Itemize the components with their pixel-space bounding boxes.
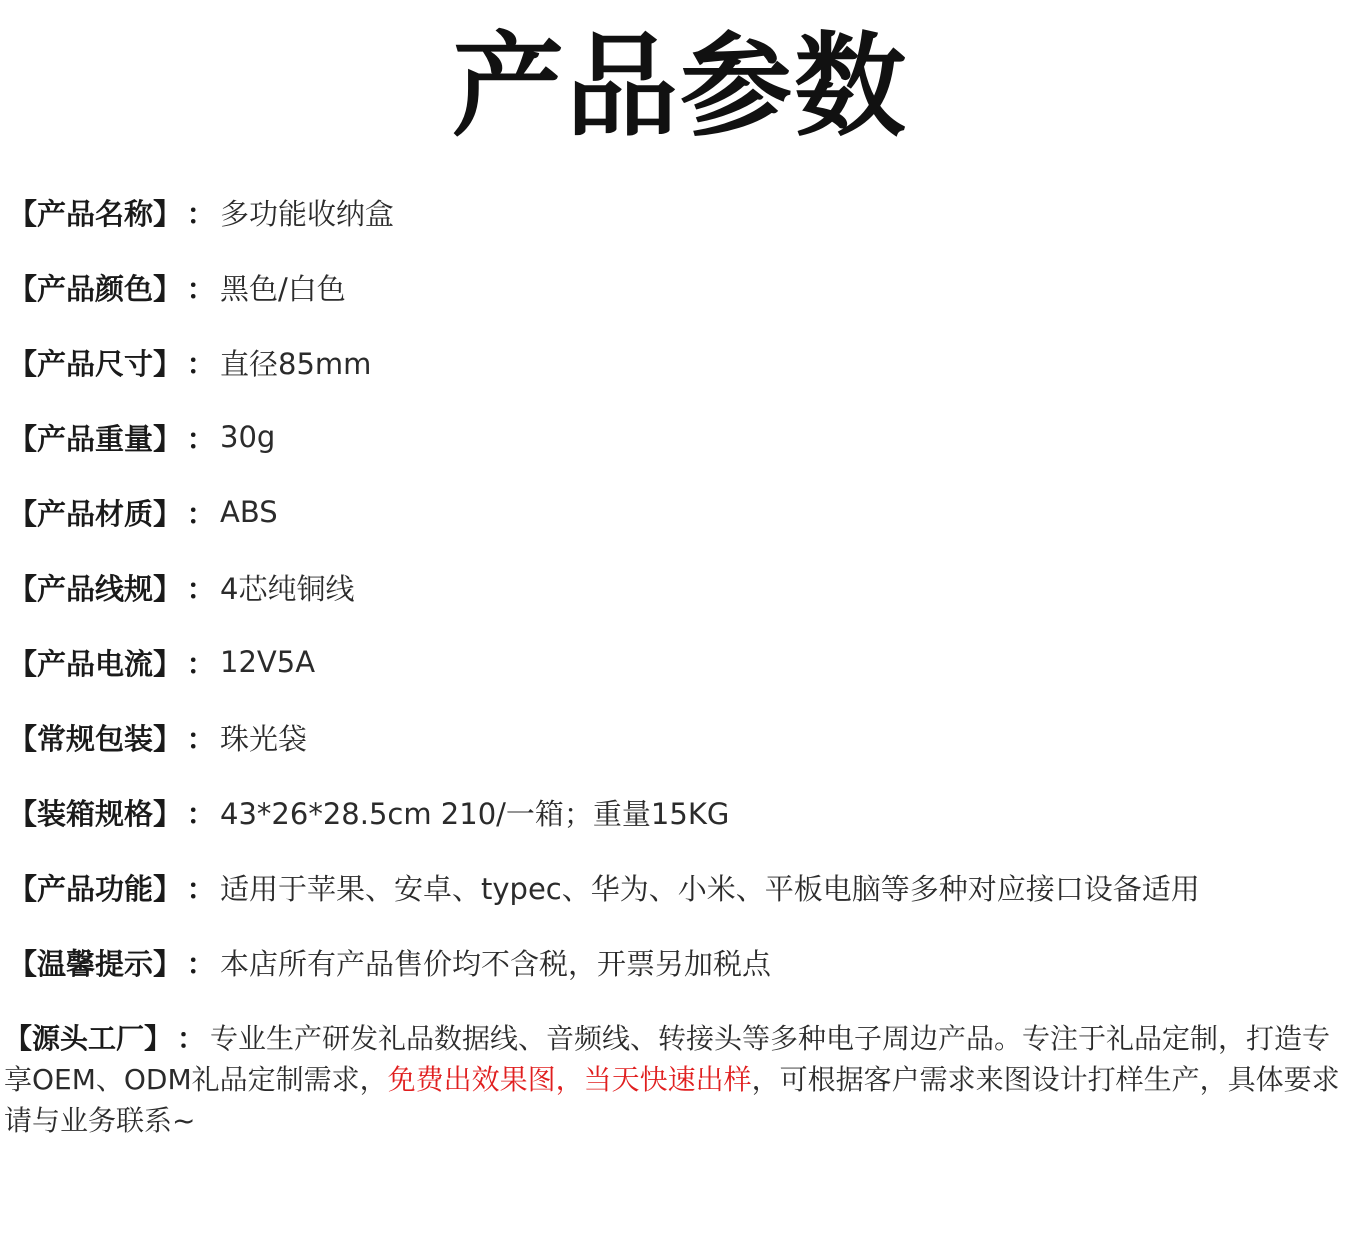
- spec-colon: ：: [186, 721, 216, 756]
- spec-value: 12V5A: [220, 645, 316, 679]
- spec-label: 【产品功能】: [8, 871, 183, 906]
- spec-colon: ：: [186, 196, 216, 231]
- spec-value: 直径85mm: [220, 346, 372, 381]
- spec-label: 【产品尺寸】: [8, 346, 183, 381]
- spec-label: 【源头工厂】: [4, 1022, 173, 1055]
- spec-row-size: [8, 342, 371, 382]
- spec-colon: ：: [186, 496, 216, 531]
- spec-row-packaging: [8, 717, 307, 757]
- spec-label: 【装箱规格】: [8, 796, 183, 831]
- spec-label: 【产品电流】: [8, 646, 183, 681]
- spec-value: 多功能收纳盒: [220, 196, 395, 231]
- spec-row-carton: [8, 792, 729, 832]
- spec-row-notice: [8, 942, 771, 982]
- spec-row-current: [8, 642, 315, 682]
- spec-colon: ：: [186, 946, 216, 981]
- spec-row-material: [8, 492, 278, 532]
- source-factory-paragraph: [4, 1018, 1356, 1141]
- spec-colon: ：: [186, 646, 216, 681]
- spec-label: 【产品名称】: [8, 196, 183, 231]
- spec-row-color: [8, 267, 346, 307]
- spec-row-weight: [8, 417, 275, 457]
- source-highlight: 免费出效果图，当天快速出样: [387, 1063, 752, 1096]
- page-title: 产品参数: [452, 22, 908, 152]
- spec-value: 本店所有产品售价均不含税，开票另加税点: [220, 946, 772, 981]
- spec-label: 【温馨提示】: [8, 946, 183, 981]
- spec-row-wire-gauge: [8, 567, 354, 607]
- spec-colon: ：: [186, 421, 216, 456]
- spec-value: 43*26*28.5cm 210/一箱；重量15KG: [220, 796, 730, 831]
- spec-colon: ：: [186, 346, 216, 381]
- spec-value: 黑色/白色: [220, 271, 346, 306]
- spec-colon: ：: [186, 796, 216, 831]
- spec-value: 适用于苹果、安卓、typec、华为、小米、平板电脑等多种对应接口设备适用: [220, 871, 1200, 906]
- spec-value: 4芯纯铜线: [220, 571, 355, 606]
- spec-label: 【产品材质】: [8, 496, 183, 531]
- spec-row-name: [8, 192, 394, 232]
- spec-value: 30g: [220, 420, 276, 454]
- spec-colon: ：: [186, 871, 216, 906]
- spec-colon: ：: [186, 271, 216, 306]
- spec-value: ABS: [220, 495, 278, 529]
- spec-label: 【常规包装】: [8, 721, 183, 756]
- spec-colon: ：: [177, 1022, 206, 1055]
- spec-label: 【产品重量】: [8, 421, 183, 456]
- spec-value: 珠光袋: [220, 721, 308, 756]
- spec-label: 【产品颜色】: [8, 271, 183, 306]
- spec-row-function: [8, 867, 1200, 907]
- source-text-part2: ，可根据客户需求来图设计打样生产，具体要求请与业务联系~: [4, 1063, 1340, 1137]
- spec-colon: ：: [186, 571, 216, 606]
- source-text-part1: 专业生产研发礼品数据线、音频线、转接头等多种电子周边产品。专注于礼品定制，打造专享OEM、ODM礼品定制需求，: [4, 1022, 1331, 1096]
- spec-label: 【产品线规】: [8, 571, 183, 606]
